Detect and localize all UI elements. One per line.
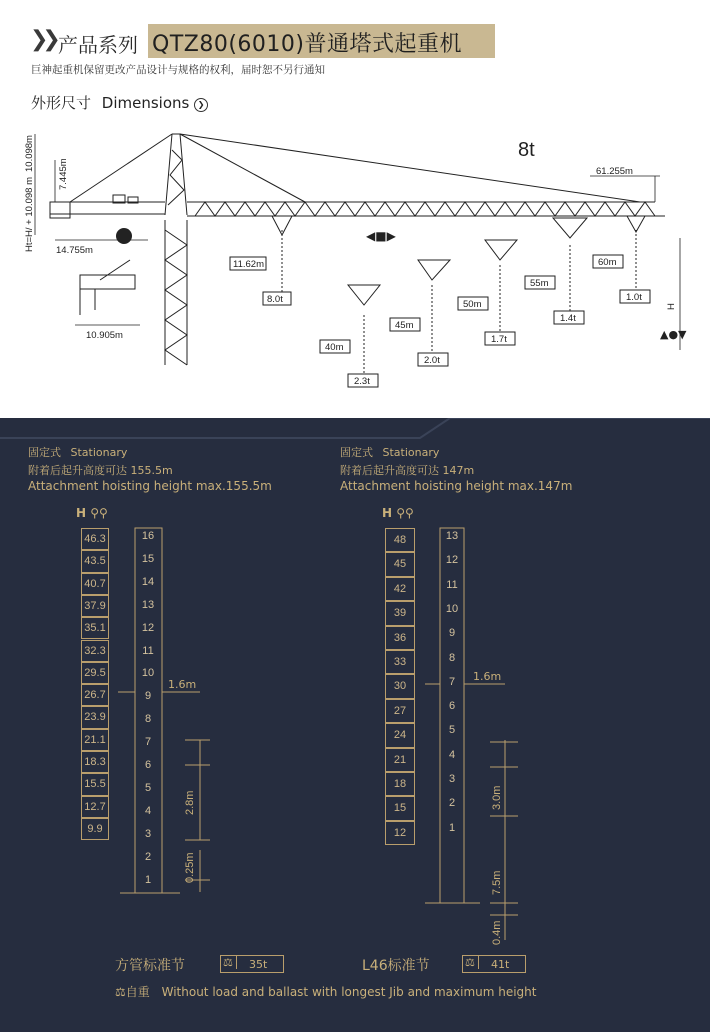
left-spacing-b: 0.25m <box>184 852 196 883</box>
label-en: Stationary <box>70 446 128 459</box>
load-point <box>230 257 291 305</box>
load-point <box>320 340 378 387</box>
height-cell: 46.3 <box>81 528 109 550</box>
weight-icon: ⚖ <box>223 956 237 969</box>
height-cell: 27 <box>385 699 415 723</box>
right-attach-cn: 附着后起升高度可达 147m <box>340 464 475 477</box>
series-label: 产品系列 <box>58 33 138 57</box>
page-title: QTZ80(6010)普通塔式起重机 <box>152 32 462 57</box>
h-header-left: H ⚲⚲ <box>76 506 108 520</box>
h-header-right: H ⚲⚲ <box>382 506 414 520</box>
height-cell: 12 <box>385 821 415 845</box>
section-number: 9 <box>448 627 456 640</box>
height-cell: 37.9 <box>81 595 109 617</box>
right-spacing-a: 3.0m <box>491 785 503 810</box>
right-weight-box <box>462 955 526 973</box>
section-number: 4 <box>448 748 456 761</box>
left-attach-cn: 附着后起升高度可达 155.5m <box>28 464 173 477</box>
section-number: 1 <box>448 821 456 834</box>
load-point <box>593 255 650 303</box>
chevron-circle-icon: ❯ <box>194 98 208 112</box>
section-number: 10 <box>141 667 155 680</box>
section-number: 12 <box>141 621 155 634</box>
section-number: 14 <box>141 575 155 588</box>
weight-value: 35t <box>249 958 268 971</box>
label-en: Stationary <box>382 446 440 459</box>
height-cell: 48 <box>385 528 415 552</box>
weight-icon: ⚖ <box>115 985 126 999</box>
mast-drawings <box>0 520 710 940</box>
section-number: 9 <box>144 690 152 703</box>
height-cell: 15 <box>385 796 415 820</box>
height-cell: 32.3 <box>81 640 109 662</box>
section-number: 2 <box>144 850 152 863</box>
height-cell: 39 <box>385 601 415 625</box>
right-spacing-b: 7.5m <box>491 870 503 895</box>
footnote-text: Without load and ballast with longest Jib and maximum height <box>161 985 537 999</box>
right-attach-en: Attachment hoisting height max.147m <box>340 479 573 493</box>
section-number: 5 <box>144 781 152 794</box>
hook-icon: ⚲⚲ <box>90 506 108 520</box>
left-section-name: 方管标准节 <box>115 958 185 974</box>
section-number: 10 <box>445 602 459 615</box>
load-point <box>390 318 448 366</box>
height-cell: 23.9 <box>81 706 109 728</box>
height-cell: 9.9 <box>81 818 109 840</box>
hook-icon: ⚲⚲ <box>396 506 414 520</box>
section-number: 2 <box>448 797 456 810</box>
height-cell: 12.7 <box>81 796 109 818</box>
h-label: H <box>666 303 677 310</box>
load-value: 1.0t <box>626 292 642 303</box>
height-cell: 35.1 <box>81 617 109 639</box>
section-number: 8 <box>144 713 152 726</box>
weight-icon: ⚖ <box>465 956 479 969</box>
section-number: 7 <box>448 675 456 688</box>
section-number: 4 <box>144 804 152 817</box>
tail-length: 10.905m <box>86 330 123 341</box>
trolley-arrows-icon: ◀■▶ <box>366 229 396 243</box>
load-value: 8.0t <box>267 294 283 305</box>
section-number: 11 <box>446 578 458 591</box>
height-cell: 15.5 <box>81 773 109 795</box>
height-label: 7.445m <box>58 158 69 190</box>
height-cell: 26.7 <box>81 684 109 706</box>
load-value: 1.7t <box>491 334 507 345</box>
dimensions-heading <box>31 92 208 113</box>
crane-diagram <box>0 120 710 405</box>
rotation-icon <box>116 228 132 244</box>
max-load-badge: 8t <box>518 139 535 161</box>
section-number: 6 <box>144 759 152 771</box>
height-cell: 30 <box>385 674 415 698</box>
height-cell: 36 <box>385 626 415 650</box>
section-number: 13 <box>445 530 459 542</box>
notice-text: 巨神起重机保留更改产品设计与规格的权利，届时恕不另行通知 <box>31 64 325 76</box>
section-number: 3 <box>448 773 456 785</box>
height-cell: 24 <box>385 723 415 747</box>
section-number: 13 <box>141 598 155 611</box>
label-cn: 固定式 <box>340 446 373 459</box>
height-cell: 18 <box>385 772 415 796</box>
height-cell: 18.3 <box>81 751 109 773</box>
load-point <box>525 276 584 324</box>
height-cell: 45 <box>385 552 415 576</box>
left-weight-box <box>220 955 284 973</box>
left-section-width: 1.6m <box>168 678 197 691</box>
counter-jib-length: 14.755m <box>56 245 93 256</box>
right-section-name: L46标准节 <box>362 958 430 974</box>
height-cell: 21 <box>385 748 415 772</box>
load-value: 2.0t <box>424 355 440 366</box>
left-spacing-a: 2.8m <box>184 790 196 815</box>
label-cn: 固定式 <box>28 446 61 459</box>
load-radius: 50m <box>463 299 482 310</box>
load-point <box>458 297 515 345</box>
load-radius: 55m <box>530 278 549 289</box>
hoist-arrows-icon: ▲●▼ <box>660 328 687 341</box>
section-number: 7 <box>144 736 152 749</box>
section-number: 3 <box>144 827 152 840</box>
footnote <box>115 983 537 1000</box>
right-stationary-label <box>340 444 439 460</box>
left-stationary-label <box>28 444 127 460</box>
height-cell: 42 <box>385 577 415 601</box>
height-cell: 43.5 <box>81 550 109 572</box>
ht-formula: Ht=H/ + 10.098 m <box>24 177 35 252</box>
dimensions-title-cn: 外形尺寸 <box>31 94 92 112</box>
load-value: 2.3t <box>354 376 370 387</box>
load-radius: 60m <box>598 257 617 268</box>
section-number: 12 <box>445 554 459 567</box>
chevron-right-icon: ❯❯ <box>30 27 55 52</box>
right-spacing-c: 0.4m <box>491 920 503 945</box>
load-value: 1.4t <box>560 313 576 324</box>
section-number: 11 <box>142 644 154 657</box>
section-number: 1 <box>144 873 152 886</box>
height-cell: 33 <box>385 650 415 674</box>
height-cell: 21.1 <box>81 729 109 751</box>
right-section-width: 1.6m <box>473 670 502 683</box>
footnote-label: 自重 <box>125 985 150 999</box>
jib-length: 61.255m <box>596 166 633 177</box>
section-number: 6 <box>448 700 456 713</box>
load-radius: 11.62m <box>233 259 264 270</box>
section-number: 15 <box>141 552 155 565</box>
left-attach-en: Attachment hoisting height max.155.5m <box>28 479 272 493</box>
height-cell: 40.7 <box>81 573 109 595</box>
section-number: 5 <box>448 724 456 737</box>
weight-value: 41t <box>491 958 510 971</box>
height-cell: 29.5 <box>81 662 109 684</box>
load-radius: 45m <box>395 320 414 331</box>
height-label: 10.098m <box>24 135 35 172</box>
section-number: 16 <box>141 530 155 542</box>
section-number: 8 <box>448 651 456 664</box>
load-radius: 40m <box>325 342 344 353</box>
dimensions-title-en: Dimensions <box>101 94 190 112</box>
